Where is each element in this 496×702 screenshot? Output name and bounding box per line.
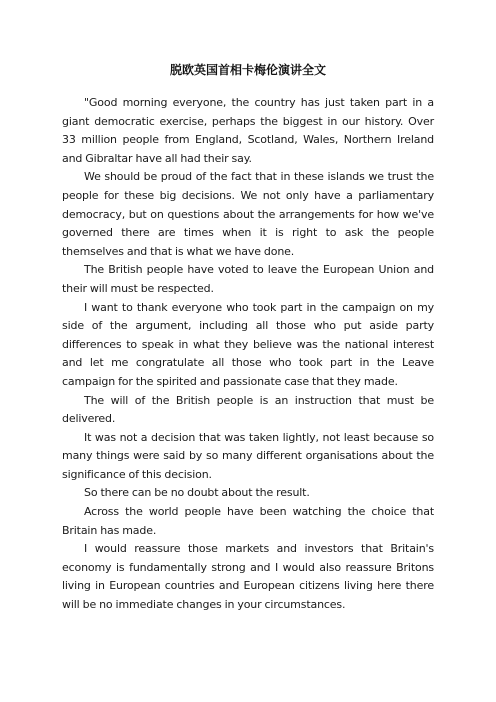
paragraph-7: So there can be no doubt about the result.	[84, 486, 310, 500]
document-title: 脱欧英国首相卡梅伦演讲全文	[169, 63, 326, 77]
paragraph-1: "Good morning everyone, the country has just taken part in a giant democratic exercise, perhaps the biggest in our history. Over 33 million people from England, Scotland, Wales, Northern Ireland and Gibraltar have all had their say.	[62, 96, 434, 165]
paragraph-5: The will of the British people is an instruction that must be delivered.	[62, 393, 434, 426]
paragraph-4: I want to thank everyone who took part in the campaign on my side of the argument, including all those who put aside party differences to speak in what they believe was the national interest and let me congratulate all those who took part in the Leave campaign for the spirited and passionate case that they made.	[62, 300, 434, 388]
paragraph-8: Across the world people have been watching the choice that Britain has made.	[62, 505, 434, 537]
paragraph-9: I would reassure those markets and investors that Britain's economy is fundamentally strong and I would also reassure Britons living in European countries and European citizens living here there will be no immediate changes in your circumstances.	[62, 542, 434, 612]
paragraph-2: We should be proud of the fact that in these islands we trust the people for these big decisions. We not only have a parliamentary democracy, but on questions about the arrangements for how we've governed there are times when it is right to ask the people themselves and that is what we have done.	[62, 170, 434, 258]
document-body	[62, 94, 434, 615]
paragraph-3: The British people have voted to leave the European Union and their will must be respected.	[62, 263, 434, 295]
paragraph-6: It was not a decision that was taken lightly, not least because so many things were said by so many different organisations about the significance of this decision.	[62, 430, 434, 481]
